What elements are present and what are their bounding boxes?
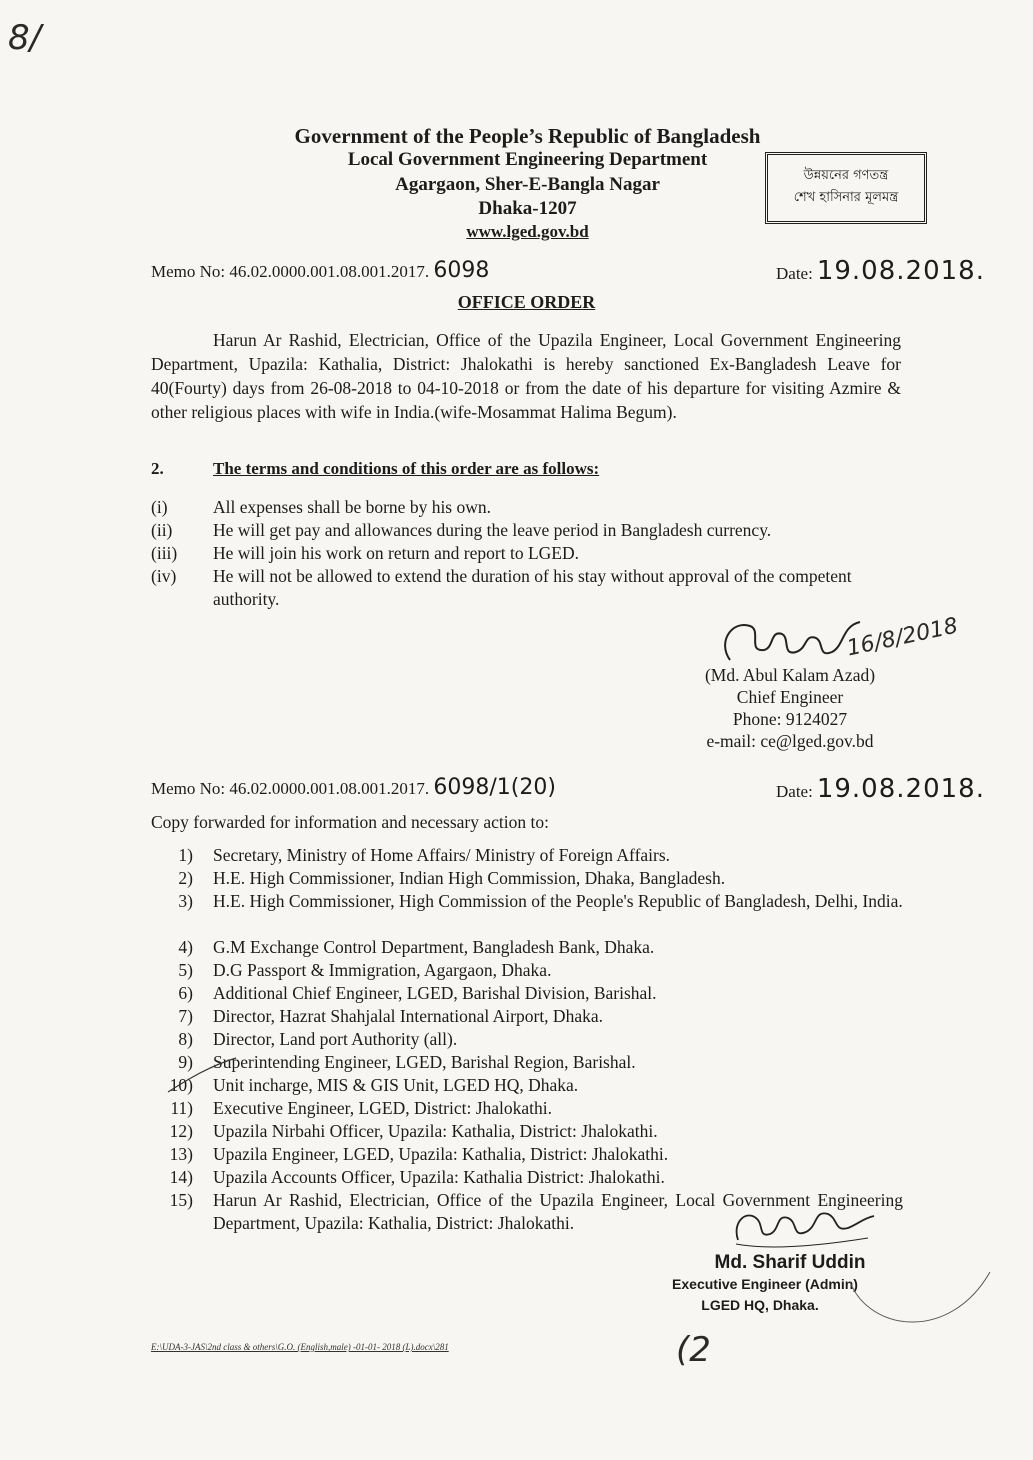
list-item [151,936,911,959]
list-item [151,1028,911,1051]
list-number: 5) [178,960,193,980]
copy-forwarded-intro: Copy forwarded for information and necessary action to: [151,812,549,832]
memo-number-1 [151,258,489,283]
margin-note: 8/ [8,18,42,58]
list-number: 1) [178,845,193,865]
list-item [151,890,911,936]
slogan-line-2: শেখ হাসিনার মূলমন্ত্র [793,190,899,205]
section-2-number: 2. [151,459,164,478]
list-item [151,959,911,982]
slogan-box [765,152,927,224]
list-number: 11) [170,1098,193,1118]
list-number: 10) [169,1075,193,1095]
header-department: Local Government Engineering Department [347,149,708,170]
header-government: Government of the People’s Republic of Bangladesh [294,124,761,148]
section-2-heading: The terms and conditions of this order are as follows: [213,459,600,478]
condition-number: (iii) [151,543,178,563]
list-text: Additional Chief Engineer, LGED, Barishal Division, Barishal. [213,983,657,1003]
condition-item [151,496,901,519]
list-item [151,844,911,867]
list-text: Upazila Nirbahi Officer, Upazila: Kathalia, District: Jhalokathi. [213,1121,658,1141]
date-handwritten: 19.08.2018. [816,256,985,286]
list-item [151,1143,911,1166]
signatory-2-office: LGED HQ, Dhaka. [701,1297,819,1313]
page-mark-handwritten: (2 [676,1330,711,1370]
list-text: Unit incharge, MIS & GIS Unit, LGED HQ, Dhaka. [213,1075,579,1095]
header-address: Agargaon, Sher-E-Bangla Nagar [395,174,660,195]
condition-number: (i) [151,497,168,517]
list-text: Director, Land port Authority (all). [213,1029,458,1049]
memo-label: Memo No: 46.02.0000.001.08.001.2017. [151,779,430,798]
date-label: Date: [776,264,813,283]
list-item [151,1051,911,1074]
condition-item [151,542,901,565]
list-number: 9) [178,1052,193,1072]
list-number: 7) [178,1006,193,1026]
list-text: Secretary, Ministry of Home Affairs/ Ministry of Foreign Affairs. [213,845,671,865]
condition-item [151,519,901,542]
memo-label: Memo No: 46.02.0000.001.08.001.2017. [151,262,430,281]
signatory-1-phone: Phone: 9124027 [732,709,848,729]
list-number: 14) [169,1167,193,1187]
slogan-line-1: উন্নয়নের গণতন্ত্র [803,168,889,183]
list-text: Executive Engineer, LGED, District: Jhalokathi. [213,1098,552,1118]
memo-handwritten-number: 6098/1(20) [433,775,556,800]
file-path-footer: E:\UDA-3-JAS\2nd class & others\G.O. (English,male) -01-01- 2018 (L).docx\281 [151,1342,449,1352]
signature-executive-engineer [728,1200,878,1260]
date-label: Date: [776,782,813,801]
list-item [151,1097,911,1120]
list-number: 15) [169,1190,193,1210]
memo-number-2 [151,775,556,800]
memo-date-1 [776,256,985,286]
handwritten-curve-mark [840,1262,1000,1342]
date-handwritten: 19.08.2018. [816,774,985,804]
list-item [151,1120,911,1143]
list-text: H.E. High Commissioner, High Commission of the People's Republic of Bangladesh, Delhi, India. [213,891,903,911]
memo-handwritten-number: 6098 [433,258,490,283]
condition-text: He will join his work on return and report to LGED. [213,543,579,563]
list-number: 2) [178,868,193,888]
list-text: Director, Hazrat Shahjalal International Airport, Dhaka. [213,1006,603,1026]
document-title: OFFICE ORDER [457,292,596,312]
handwritten-strike-mark [160,1048,240,1098]
condition-text: He will get pay and allowances during the leave period in Bangladesh currency. [213,520,772,540]
list-number: 3) [178,891,193,911]
list-text: D.G Passport & Immigration, Agargaon, Dhaka. [213,960,552,980]
list-number: 12) [169,1121,193,1141]
list-item [151,1074,911,1097]
list-text: G.M Exchange Control Department, Bangladesh Bank, Dhaka. [213,937,655,957]
list-item [151,867,911,890]
list-number: 8) [178,1029,193,1049]
header-website-link[interactable]: www.lged.gov.bd [466,222,589,241]
signatory-1-name: (Md. Abul Kalam Azad) [704,665,876,685]
signatory-2-name: Md. Sharif Uddin [714,1252,866,1273]
list-text: Superintending Engineer, LGED, Barishal Region, Barishal. [213,1052,636,1072]
header-city: Dhaka-1207 [478,198,577,219]
list-item [151,1166,911,1189]
condition-text: He will not be allowed to extend the duration of his stay without approval of the competent authority. [213,566,852,609]
signatory-1-email: e-mail: ce@lged.gov.bd [706,731,874,751]
list-number: 6) [178,983,193,1003]
list-number: 13) [169,1144,193,1164]
list-text: Upazila Engineer, LGED, Upazila: Kathalia, District: Jhalokathi. [213,1144,669,1164]
list-text: Harun Ar Rashid, Electrician, Office of the Upazila Engineer, Local Government Engineering Department, Upazila: Kathalia, District: Jhalokathi. [213,1190,903,1233]
signatory-1-block [640,664,940,752]
memo-date-2 [776,774,985,804]
signatory-1-designation: Chief Engineer [736,687,844,707]
list-item [151,982,911,1005]
list-text: Upazila Accounts Officer, Upazila: Kathalia District: Jhalokathi. [213,1167,665,1187]
list-number: 4) [178,937,193,957]
list-text: H.E. High Commissioner, Indian High Commission, Dhaka, Bangladesh. [213,868,726,888]
list-item [151,1005,911,1028]
condition-number: (ii) [151,520,173,540]
condition-number: (iv) [151,566,177,586]
signature-date-handwritten: 16/8/2018 [844,613,961,662]
condition-text: All expenses shall be borne by his own. [213,497,492,517]
signatory-2-designation: Executive Engineer (Admin) [672,1276,858,1292]
condition-item [151,565,901,611]
order-paragraph: Harun Ar Rashid, Electrician, Office of the Upazila Engineer, Local Government Engineering Department, Upazila: Kathalia, District: Jhalokathi is hereby sanctioned Ex-Bangladesh Leave for 40(Fourty) days from 26-08-2018 to 04-10-2018 or from the date of his departure for visiting Azmire & other religious places with wife in India.(wife-Mosammat Halima Begum). [151,330,901,422]
